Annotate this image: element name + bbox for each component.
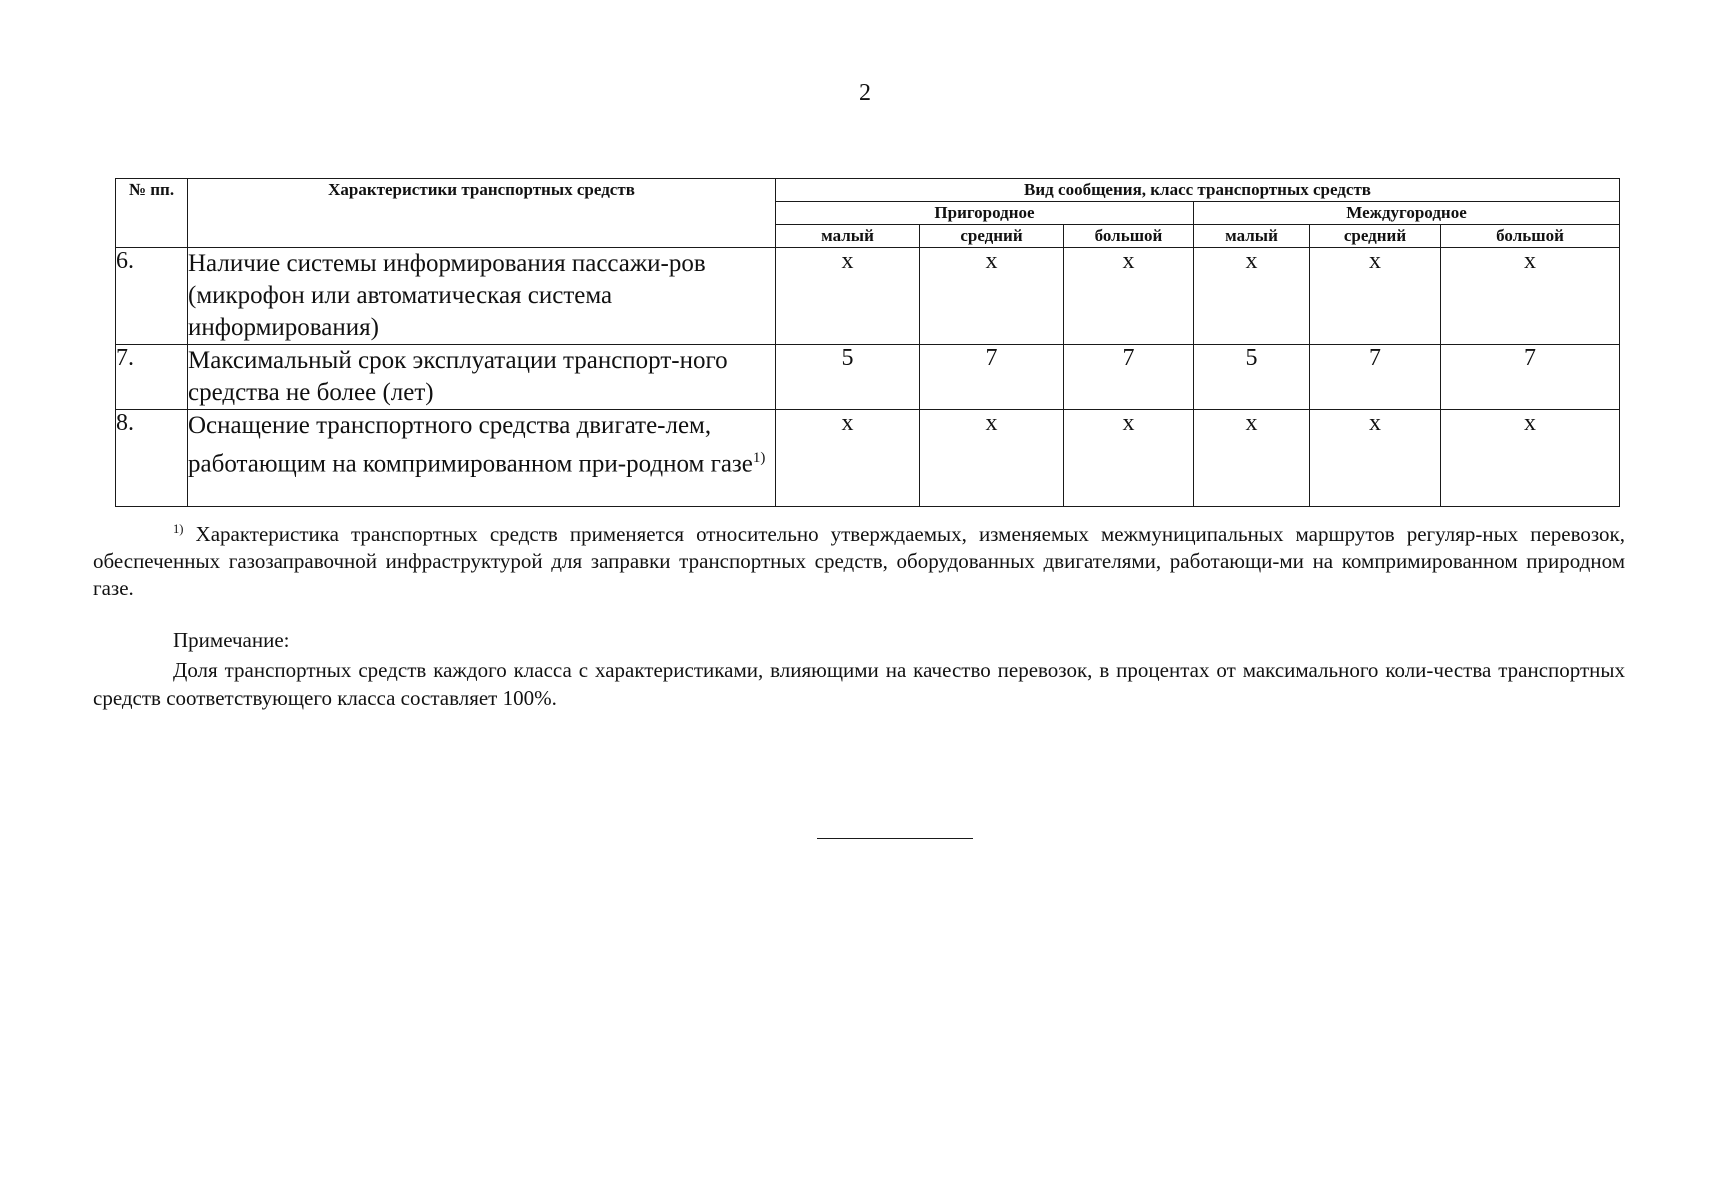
table-cell: 5 [776,345,920,410]
footnote [93,516,1625,602]
header-intercity: Междугородное [1194,202,1620,225]
table-cell: х [1310,248,1441,345]
row-number: 7. [116,345,188,410]
header-class-medium: средний [920,225,1064,248]
table-cell: х [1064,248,1194,345]
row-description-text: Наличие системы информирования пассажи-ров (микрофон или автоматическая система информирования) [188,250,706,341]
table-cell: х [920,410,1064,507]
row-description-text: Оснащение транспортного средства двигате-лем, работающим на компримированном при-родном газе [188,412,753,478]
table-cell: х [1064,410,1194,507]
header-class-medium: средний [1310,225,1441,248]
table-row [116,248,1620,345]
row-description [188,410,776,507]
header-class-small: малый [776,225,920,248]
row-description [188,248,776,345]
row-description-text: Максимальный срок эксплуатации транспорт-ного средства не более (лет) [188,347,728,406]
footnote-mark: 1) [173,522,184,536]
header-class-large: большой [1441,225,1620,248]
note-text: Доля транспортных средств каждого класса с характеристиками, влияющими на качество перевозок, в процентах от максимального коли-чества транспортных средств соответствующего класса составляет 100%. [93,658,1625,710]
header-num: № пп. [116,179,188,248]
table-cell: 7 [1310,345,1441,410]
table-cell: х [776,248,920,345]
table-row [116,410,1620,507]
table-cell: х [1194,248,1310,345]
header-characteristics: Характеристики транспортных средств [188,179,776,248]
table-cell: х [920,248,1064,345]
table-cell: 7 [920,345,1064,410]
table-cell: 7 [1441,345,1620,410]
header-class-small: малый [1194,225,1310,248]
row-number: 6. [116,248,188,345]
table-row [116,345,1620,410]
table-cell: х [1310,410,1441,507]
end-separator-line [817,838,973,839]
footnote-reference: 1) [752,450,766,466]
table-cell: х [1441,248,1620,345]
footnote-text: Характеристика транспортных средств применяется относительно утверждаемых, изменяемых межмуниципальных маршрутов регуляр-ных перевозок, обеспеченных газозаправочной инфраструктурой для заправки транспортных средств, оборудованных двигателями, работающи-ми на компримированном природном газе. [93,522,1625,600]
table-cell: х [1441,410,1620,507]
page-number: 2 [859,80,871,106]
table-cell: 5 [1194,345,1310,410]
row-description [188,345,776,410]
note-heading: Примечание: [173,628,290,652]
header-group: Вид сообщения, класс транспортных средств [776,179,1620,202]
header-class-large: большой [1064,225,1194,248]
row-number: 8. [116,410,188,507]
header-suburban: Пригородное [776,202,1194,225]
table-cell: 7 [1064,345,1194,410]
table-cell: х [776,410,920,507]
table-cell: х [1194,410,1310,507]
characteristics-table [115,178,1620,507]
